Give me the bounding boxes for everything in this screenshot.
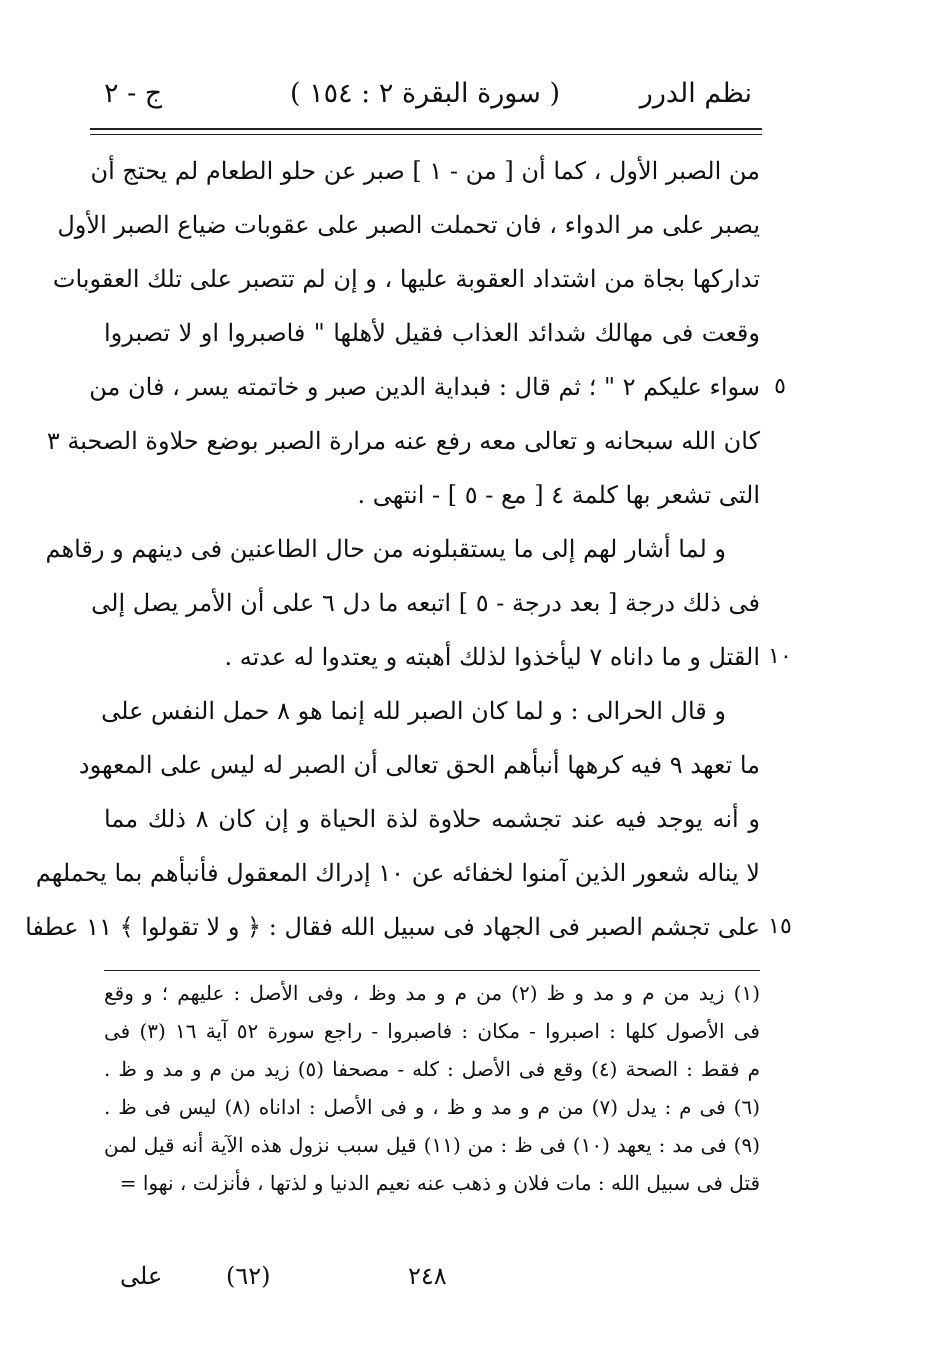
text-line: وقعت فى مهالك شدائد العذاب فقيل لأهلها " فاصبروا او لا تصبروا: [104, 319, 760, 347]
volume-label: ج - ٢: [104, 78, 163, 109]
footnote-rule: [104, 970, 760, 971]
footnote-line: فى الأصول كلها : اصبروا - مكان : فاصبروا - راجع سورة ٥٢ آية ١٦ (٣) فى: [104, 1019, 760, 1043]
text-line: يصبر على مر الدواء ، فان تحملت الصبر على عقوبات ضياع الصبر الأول: [57, 211, 760, 239]
text-line: تداركها بجاة من اشتداد العقوبة عليها ، و إن لم تتصبر على تلك العقوبات: [52, 265, 760, 293]
text-line: لا يناله شعور الذين آمنوا لخفائه عن ١٠ إدراك المعقول فأنبأهم بما يحملهم: [35, 859, 760, 887]
text-line: سواء عليكم ٢ " ؛ ثم قال : فبداية الدين صبر و خاتمته يسر ، فان من: [89, 373, 760, 401]
header-rule-bottom: [90, 134, 762, 135]
text-line: القتل و ما داناه ٧ ليأخذوا لذلك أهبته و يعتدوا له عدته .: [224, 643, 760, 671]
text-line: كان الله سبحانه و تعالى معه رفع عنه مرارة الصبر بوضع حلاوة الصحبة ٣: [46, 427, 760, 455]
footnote-line: (١) زيد من م و مد و ظ (٢) من م و مد وظ ، وفى الأصل : عليهم ؛ و وقع: [104, 981, 761, 1005]
text-line: من الصبر الأول ، كما أن [ من - ١ ] صبر عن حلو الطعام لم يحتج أن: [90, 157, 760, 185]
line-number-15: ١٥: [768, 914, 792, 939]
catchword: على: [120, 1262, 163, 1290]
line-number-5: ٥: [774, 374, 786, 399]
main-text: [25, 144, 760, 954]
text-line: و أنه يوجد فيه عند تجشمه حلاوة لذة الحياة و إن كان ٨ ذلك مما: [104, 805, 760, 833]
signature-mark: (٦٢): [226, 1262, 271, 1290]
footnotes: [104, 974, 760, 1202]
surah-reference: ( سورة البقرة ٢ : ١٥٤ ): [289, 78, 560, 109]
header-rule-top: [90, 128, 762, 130]
footnote-line: م فقط : الصحة (٤) وقع فى الأصل : كله - مصحفا (٥) زيد من م و مد و ظ .: [104, 1057, 760, 1081]
text-line: على تجشم الصبر فى الجهاد فى سبيل الله فقال : ﴿ و لا تقولوا ﴾ ١١ عطفا: [25, 913, 760, 941]
running-title: نظم الدرر: [639, 78, 752, 109]
text-line: و قال الحرالى : و لما كان الصبر لله إنما هو ٨ حمل النفس على: [101, 697, 726, 725]
text-line: ما تعهد ٩ فيه كرهها أنبأهم الحق تعالى أن الصبر له ليس على المعهود: [78, 751, 760, 779]
text-line: و لما أشار لهم إلى ما يستقبلونه من حال الطاعنين فى دينهم و رقاهم: [45, 535, 726, 563]
line-number-10: ١٠: [768, 644, 792, 669]
footnote-line: (٦) فى م : يدل (٧) من م و مد و ظ ، و فى الأصل : اداناه (٨) ليس فى ظ .: [104, 1095, 760, 1119]
page-number: ٢٤٨: [408, 1262, 447, 1290]
footnote-line: (٩) فى مد : يعهد (١٠) فى ظ : من (١١) قيل سبب نزول هذه الآية أنه قيل لمن: [104, 1133, 761, 1157]
text-line: فى ذلك درجة [ بعد درجة - ٥ ] اتبعه ما دل ٦ على أن الأمر يصل إلى: [91, 589, 760, 617]
footnote-line: قتل فى سبيل الله : مات فلان و ذهب عنه نعيم الدنيا و لذتها ، فأنزلت ، نهوا =: [119, 1171, 760, 1195]
text-line: التى تشعر بها كلمة ٤ [ مع - ٥ ] - انتهى .: [357, 481, 760, 509]
